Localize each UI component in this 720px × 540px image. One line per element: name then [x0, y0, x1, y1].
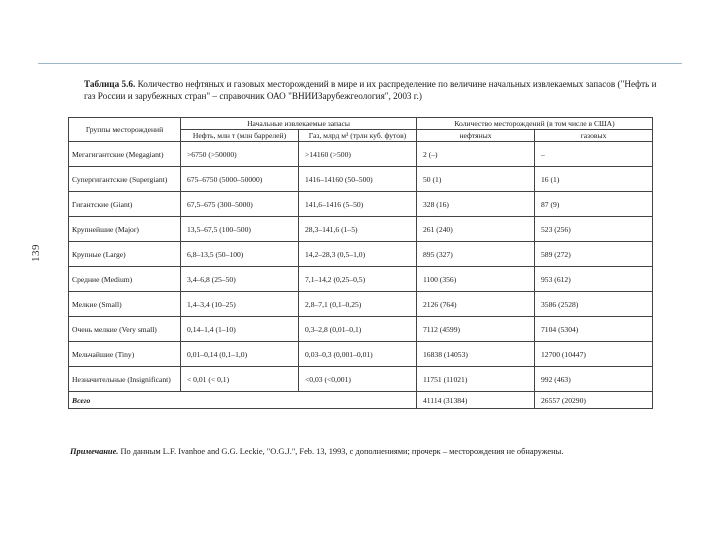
- cell-gas-count: 16 (1): [535, 167, 653, 192]
- cell-gas-reserves: 14,2–28,3 (0,5–1,0): [299, 242, 417, 267]
- cell-group: Незначительные (Insignificant): [69, 367, 181, 392]
- cell-gas-count: 12700 (10447): [535, 342, 653, 367]
- cell-oil-count: 16838 (14053): [417, 342, 535, 367]
- table-row: [69, 192, 653, 217]
- header-initial-reserves: Начальные извлекаемые запасы: [181, 118, 417, 130]
- cell-oil-reserves: 67,5–675 (300–5000): [181, 192, 299, 217]
- cell-gas-reserves: 1416–14160 (50–500): [299, 167, 417, 192]
- cell-group: Очень мелкие (Very small): [69, 317, 181, 342]
- cell-oil-reserves: 675–6750 (5000–50000): [181, 167, 299, 192]
- table-caption: [84, 78, 664, 102]
- cell-group: Супергигантские (Supergiant): [69, 167, 181, 192]
- cell-gas-reserves: 2,8–7,1 (0,1–0,25): [299, 292, 417, 317]
- cell-gas-reserves: >14160 (>500): [299, 142, 417, 167]
- table-row: [69, 292, 653, 317]
- header-oil: Нефть, млн т (млн баррелей): [181, 130, 299, 142]
- table-row: [69, 367, 653, 392]
- total-oil-count: 41114 (31384): [417, 392, 535, 409]
- cell-gas-count: 589 (272): [535, 242, 653, 267]
- cell-group: Мельчайшие (Tiny): [69, 342, 181, 367]
- cell-group: Средние (Medium): [69, 267, 181, 292]
- cell-group: Мегагигантские (Megagiant): [69, 142, 181, 167]
- cell-gas-reserves: 7,1–14,2 (0,25–0,5): [299, 267, 417, 292]
- cell-gas-count: 3586 (2528): [535, 292, 653, 317]
- cell-group: Крупные (Large): [69, 242, 181, 267]
- cell-oil-reserves: 1,4–3,4 (10–25): [181, 292, 299, 317]
- cell-oil-count: 261 (240): [417, 217, 535, 242]
- cell-gas-reserves: 141,6–1416 (5–50): [299, 192, 417, 217]
- cell-oil-reserves: 0,14–1,4 (1–10): [181, 317, 299, 342]
- table-row: [69, 317, 653, 342]
- total-label: Всего: [69, 392, 417, 409]
- table-row: [69, 142, 653, 167]
- table-row: [69, 342, 653, 367]
- cell-gas-count: 992 (463): [535, 367, 653, 392]
- cell-gas-reserves: 0,3–2,8 (0,01–0,1): [299, 317, 417, 342]
- cell-oil-count: 895 (327): [417, 242, 535, 267]
- cell-gas-count: 87 (9): [535, 192, 653, 217]
- top-divider-line: [38, 63, 682, 64]
- cell-gas-reserves: 0,03–0,3 (0,001–0,01): [299, 342, 417, 367]
- cell-gas-count: –: [535, 142, 653, 167]
- cell-oil-count: 2 (–): [417, 142, 535, 167]
- header-gas: Газ, млрд м³ (трлн куб. футов): [299, 130, 417, 142]
- table-row: [69, 217, 653, 242]
- table-note: [70, 446, 656, 457]
- note-label: Примечание.: [70, 447, 119, 456]
- cell-oil-count: 11751 (11021): [417, 367, 535, 392]
- cell-oil-reserves: >6750 (>50000): [181, 142, 299, 167]
- header-group: Группы месторождений: [69, 118, 181, 142]
- table-row: [69, 267, 653, 292]
- cell-gas-count: 523 (256): [535, 217, 653, 242]
- cell-oil-reserves: 3,4–6,8 (25–50): [181, 267, 299, 292]
- cell-gas-reserves: 28,3–141,6 (1–5): [299, 217, 417, 242]
- cell-oil-reserves: 0,01–0,14 (0,1–1,0): [181, 342, 299, 367]
- cell-oil-count: 50 (1): [417, 167, 535, 192]
- cell-oil-reserves: 6,8–13,5 (50–100): [181, 242, 299, 267]
- table-row: [69, 167, 653, 192]
- note-text: По данным L.F. Ivanhoe and G.G. Leckie, "O.G.J.", Feb. 13, 1993, с дополнениями; прочерк – месторождения не обнаружены.: [120, 447, 564, 456]
- cell-gas-count: 7104 (5304): [535, 317, 653, 342]
- header-oil-count: нефтяных: [417, 130, 535, 142]
- header-deposit-count: Количество месторождений (в том числе в США): [417, 118, 653, 130]
- cell-oil-count: 2126 (764): [417, 292, 535, 317]
- table-body: [69, 142, 653, 409]
- table-total-row: [69, 392, 653, 409]
- deposits-table: [68, 117, 653, 409]
- cell-group: Крупнейшие (Major): [69, 217, 181, 242]
- cell-gas-count: 953 (612): [535, 267, 653, 292]
- cell-oil-count: 328 (16): [417, 192, 535, 217]
- table-row: [69, 242, 653, 267]
- page-number: 139: [30, 244, 42, 262]
- caption-lead: Таблица 5.6.: [84, 79, 136, 89]
- cell-group: Мелкие (Small): [69, 292, 181, 317]
- cell-oil-reserves: 13,5–67,5 (100–500): [181, 217, 299, 242]
- header-gas-count: газовых: [535, 130, 653, 142]
- total-gas-count: 26557 (20290): [535, 392, 653, 409]
- cell-oil-count: 7112 (4599): [417, 317, 535, 342]
- caption-text: Количество нефтяных и газовых месторождений в мире и их распределение по величине начальных извлекаемых запасов ("Нефть и газ России и зарубежных стран" – справочник ОАО "ВНИИЗарубежгеология", 2003 г.): [84, 79, 657, 101]
- cell-group: Гигантские (Giant): [69, 192, 181, 217]
- cell-gas-reserves: <0,03 (<0,001): [299, 367, 417, 392]
- cell-oil-count: 1100 (356): [417, 267, 535, 292]
- cell-oil-reserves: < 0,01 (< 0,1): [181, 367, 299, 392]
